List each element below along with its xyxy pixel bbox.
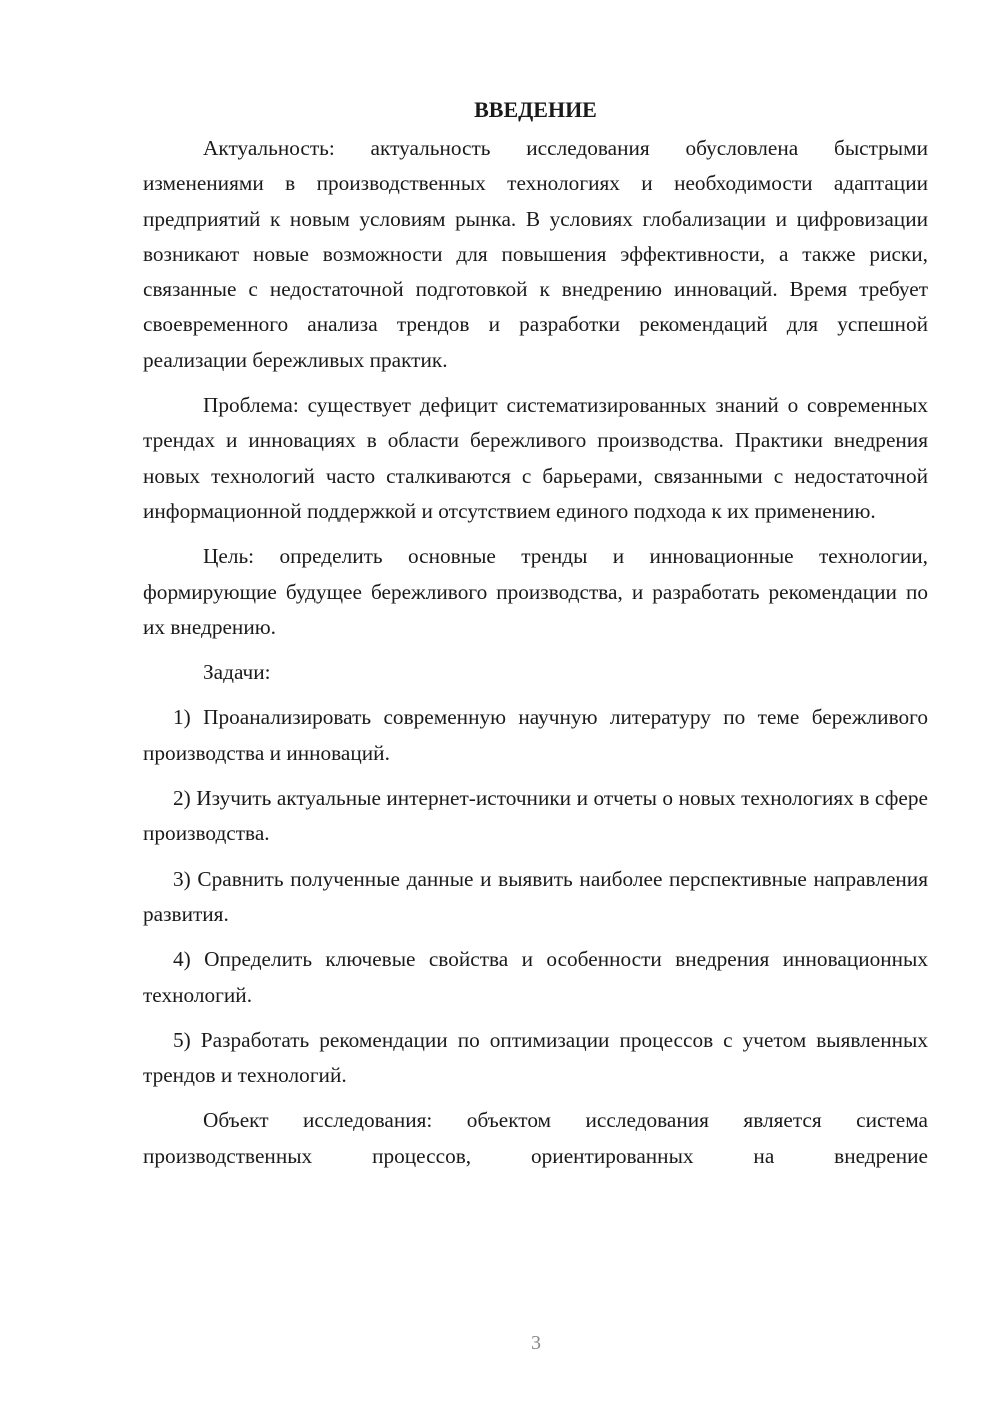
list-item-task-5: 5) Разработать рекомендации по оптимизации процессов с учетом выявленных трендов и технологий. bbox=[143, 1027, 928, 1088]
list-item-task-2: 2) Изучить актуальные интернет-источники и отчеты о новых технологиях в сфере производства. bbox=[143, 786, 928, 846]
paragraph-relevance: Актуальность: актуальность исследования обусловлена быстрыми изменениями в производственных технологиях и необходимости адаптации предприятий к новым условиям рынка. В условиях глобализации и цифровизации возникают новые возможности для повышения эффективности, а также риски, связанные с недостаточной подготовкой к внедрению инноваций. Время требует своевременного анализа трендов и разработки рекомендаций для успешной реализации бережливых практик. bbox=[143, 136, 928, 372]
page-number: 3 bbox=[531, 1332, 541, 1354]
paragraph-object: Объект исследования: объектом исследования является система производственных процессов, ориентированных на внедрение bbox=[143, 1108, 928, 1168]
page-title: ВВЕДЕНИЕ bbox=[474, 97, 597, 122]
list-item-task-4: 4) Определить ключевые свойства и особенности внедрения инновационных технологий. bbox=[143, 947, 928, 1007]
document-body bbox=[143, 92, 928, 1174]
list-item-task-1: 1) Проанализировать современную научную литературу по теме бережливого производства и инноваций. bbox=[143, 705, 928, 765]
paragraph-problem: Проблема: существует дефицит систематизированных знаний о современных трендах и инновациях в области бережливого производства. Практики внедрения новых технологий часто сталкиваются с барьерами, связанными с недостаточной информационной поддержкой и отсутствием единого подхода к их применению. bbox=[143, 393, 928, 523]
list-item-task-3: 3) Сравнить полученные данные и выявить наиболее перспективные направления развития. bbox=[143, 866, 928, 926]
tasks-heading: Задачи: bbox=[203, 660, 271, 685]
paragraph-goal: Цель: определить основные тренды и инновационные технологии, формирующие будущее бережливого производства, и разработать рекомендации по их внедрению. bbox=[143, 544, 928, 639]
